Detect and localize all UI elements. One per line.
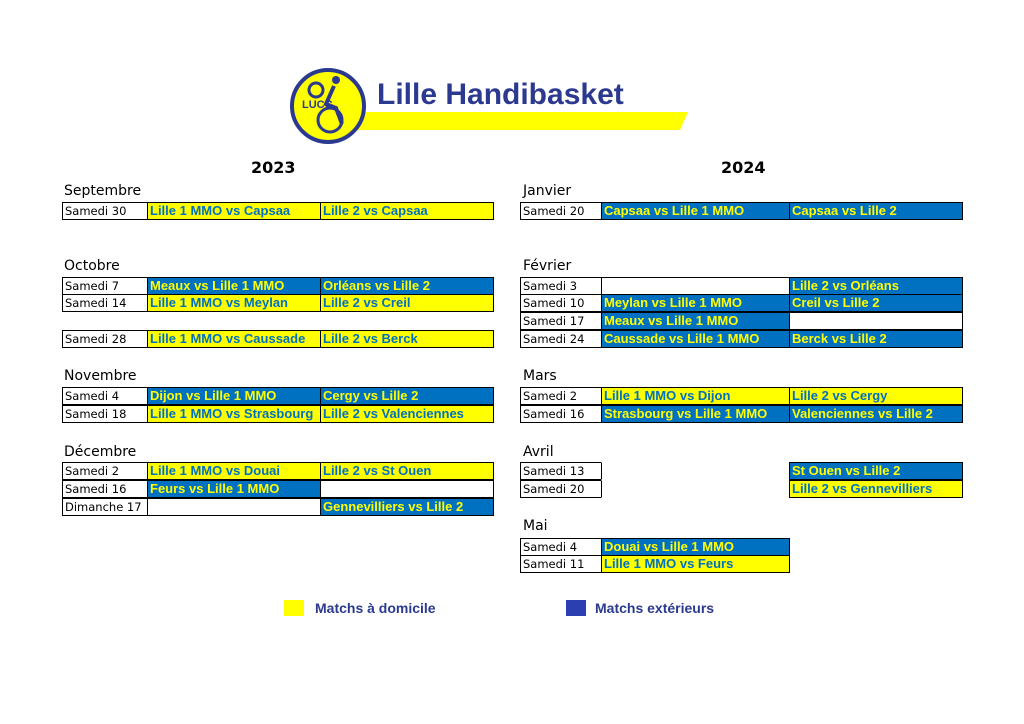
table-row [520, 312, 963, 330]
match-team1-away: Caussade vs Lille 1 MMO [601, 330, 790, 348]
table-row [520, 387, 963, 405]
match-date: Samedi 28 [62, 330, 148, 348]
match-date: Samedi 24 [520, 330, 602, 348]
match-team1-home: Lille 1 MMO vs Douai [147, 462, 321, 480]
match-date: Samedi 16 [520, 405, 602, 423]
table-row [62, 294, 494, 312]
month-octobre: Octobre [64, 258, 120, 274]
table-row [520, 277, 963, 295]
table-row [62, 330, 494, 348]
match-date: Samedi 18 [62, 405, 148, 423]
match-team2-away: Orléans vs Lille 2 [320, 277, 494, 295]
match-team2-home: Lille 2 vs Capsaa [320, 202, 494, 220]
month-novembre: Novembre [64, 368, 137, 384]
year-2024: 2024 [721, 158, 766, 177]
match-date: Samedi 2 [62, 462, 148, 480]
match-team2-away: Creil vs Lille 2 [789, 294, 963, 312]
table-row [520, 462, 963, 480]
table-row [62, 405, 494, 423]
match-team2-home: Lille 2 vs Cergy [789, 387, 963, 405]
match-team2-empty [789, 312, 963, 330]
legend-home-swatch [284, 600, 304, 616]
match-team1-empty [147, 498, 321, 516]
match-team1-home: Lille 1 MMO vs Caussade [147, 330, 321, 348]
table-row [520, 480, 963, 498]
match-team1-away: Meylan vs Lille 1 MMO [601, 294, 790, 312]
match-team1-away: Douai vs Lille 1 MMO [601, 538, 790, 556]
match-team1-away: Strasbourg vs Lille 1 MMO [601, 405, 790, 423]
table-row [62, 202, 494, 220]
logo-yellow-band [352, 112, 688, 130]
match-team2-away: Valenciennes vs Lille 2 [789, 405, 963, 423]
table-row [62, 498, 494, 516]
match-date: Samedi 11 [520, 555, 602, 573]
table-row [520, 294, 963, 312]
match-date: Dimanche 17 [62, 498, 148, 516]
month-septembre: Septembre [64, 183, 142, 199]
month-decembre: Décembre [64, 444, 137, 460]
legend-away-label: Matchs extérieurs [595, 600, 715, 616]
match-date: Samedi 10 [520, 294, 602, 312]
match-date: Samedi 17 [520, 312, 602, 330]
match-date: Samedi 20 [520, 480, 602, 498]
match-team2-away: Berck vs Lille 2 [789, 330, 963, 348]
match-date: Samedi 4 [62, 387, 148, 405]
match-team1-away: Feurs vs Lille 1 MMO [147, 480, 321, 498]
year-2023: 2023 [251, 158, 296, 177]
table-row [520, 555, 790, 573]
match-team1-home: Lille 1 MMO vs Capsaa [147, 202, 321, 220]
table-row [62, 462, 494, 480]
match-date: Samedi 13 [520, 462, 602, 480]
table-row [520, 202, 963, 220]
match-team1-away: Meaux vs Lille 1 MMO [147, 277, 321, 295]
month-janvier: Janvier [523, 183, 572, 199]
match-team2-home: Lille 2 vs Creil [320, 294, 494, 312]
legend-away-swatch [566, 600, 586, 616]
match-team2-home: Lille 2 vs Berck [320, 330, 494, 348]
match-team1-home: Lille 1 MMO vs Strasbourg [147, 405, 321, 423]
match-date: Samedi 2 [520, 387, 602, 405]
month-mai: Mai [523, 518, 548, 534]
match-team1-away: Meaux vs Lille 1 MMO [601, 312, 790, 330]
table-row [520, 405, 963, 423]
match-date: Samedi 7 [62, 277, 148, 295]
logo-letters: LUCC [302, 99, 333, 111]
match-team1-empty [601, 462, 790, 480]
match-team2-away: St Ouen vs Lille 2 [789, 462, 963, 480]
match-team2-away: Capsaa vs Lille 2 [789, 202, 963, 220]
match-team1-empty [601, 480, 790, 498]
match-team2-home: Lille 2 vs Valenciennes [320, 405, 494, 423]
month-mars: Mars [523, 368, 557, 384]
match-date: Samedi 20 [520, 202, 602, 220]
match-team1-away: Capsaa vs Lille 1 MMO [601, 202, 790, 220]
match-team2-home: Lille 2 vs Gennevilliers [789, 480, 963, 498]
match-team2-empty [320, 480, 494, 498]
month-avril: Avril [523, 444, 554, 460]
match-date: Samedi 3 [520, 277, 602, 295]
table-row [62, 480, 494, 498]
match-team2-away: Lille 2 vs Orléans [789, 277, 963, 295]
match-team2-away: Cergy vs Lille 2 [320, 387, 494, 405]
match-date: Samedi 4 [520, 538, 602, 556]
match-date: Samedi 30 [62, 202, 148, 220]
match-team1-empty [601, 277, 790, 295]
match-team2-home: Lille 2 vs St Ouen [320, 462, 494, 480]
logo-head [332, 76, 340, 84]
match-team1-home: Lille 1 MMO vs Dijon [601, 387, 790, 405]
table-row [62, 387, 494, 405]
month-fevrier: Février [523, 258, 572, 274]
match-team1-away: Dijon vs Lille 1 MMO [147, 387, 321, 405]
match-team1-home: Lille 1 MMO vs Meylan [147, 294, 321, 312]
table-row [62, 277, 494, 295]
match-date: Samedi 16 [62, 480, 148, 498]
table-row [520, 538, 790, 556]
club-title: Lille Handibasket [377, 78, 624, 111]
match-date: Samedi 14 [62, 294, 148, 312]
table-row [520, 330, 963, 348]
legend-home-label: Matchs à domicile [315, 600, 436, 616]
match-team1-home: Lille 1 MMO vs Feurs [601, 555, 790, 573]
match-team2-away: Gennevilliers vs Lille 2 [320, 498, 494, 516]
